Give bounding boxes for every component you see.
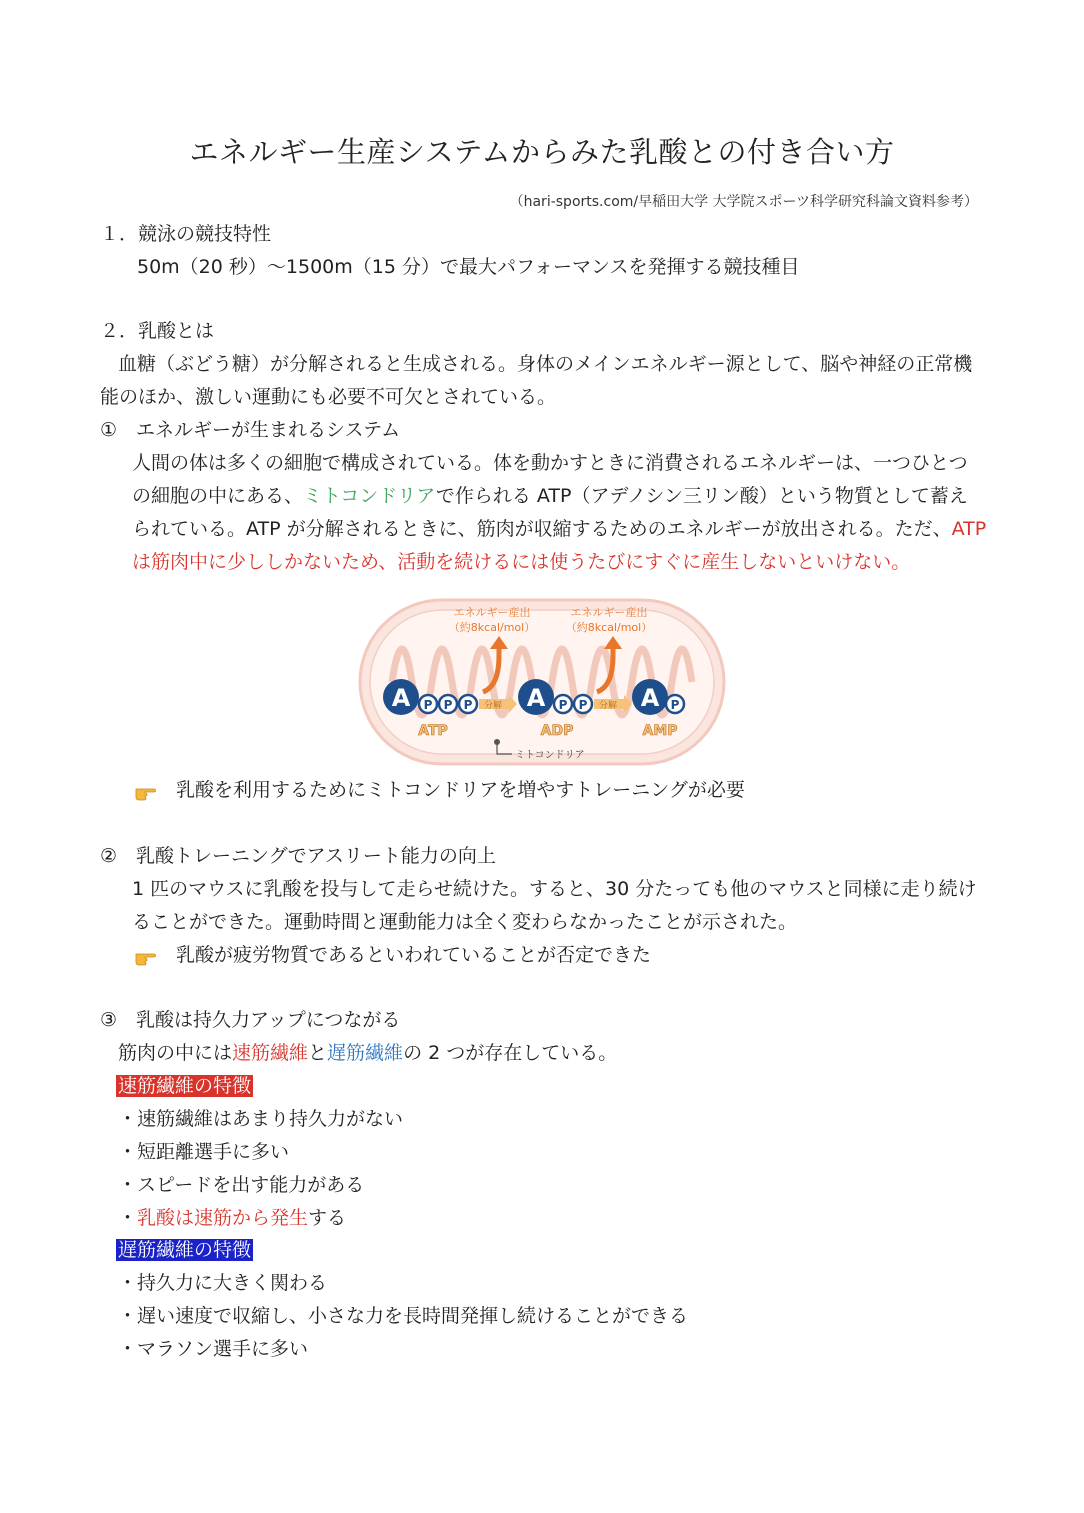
adenosine-letter: A [640, 684, 660, 712]
phosphate-letter: P [423, 698, 433, 712]
section-heading-2: ２．乳酸とは [100, 320, 215, 342]
line-text: と [308, 1042, 328, 1064]
section-2-intro-line-1: 血糖（ぶどう糖）が分解されると生成される。身体のメインエネルギー源として、脳や神経の正常機 [118, 353, 973, 375]
subsection-1-line-2 [132, 483, 968, 509]
adenosine-letter: A [526, 684, 546, 712]
phosphate-letter: P [670, 698, 680, 712]
subsection-1-line-3 [132, 516, 986, 542]
amp-label: AMP [642, 723, 678, 739]
fast-fiber-item [118, 1205, 346, 1231]
line-text: で作られる ATP（アデノシン三リン酸）という物質として蓄え [435, 485, 968, 507]
subsection-heading-1: ① エネルギーが生まれるシステム [100, 419, 401, 441]
slow-fiber-item: ・遅い速度で収縮し、小さな力を長時間発揮し続けることができる [118, 1305, 689, 1327]
slow-fiber-item: ・マラソン選手に多い [118, 1338, 309, 1360]
source-citation: （hari-sports.com/早稲田大学 大学院スポーツ科学研究科論文資料参考） [509, 194, 978, 210]
atp-highlight: ATP [951, 518, 987, 540]
subsection-2-line-2: ることができた。運動時間と運動能力は全く変わらなかったことが示された。 [132, 911, 798, 933]
subsection-heading-2: ② 乳酸トレーニングでアスリート能力の向上 [100, 845, 496, 867]
line-text: の細胞の中にある、 [132, 485, 304, 507]
pointing-hand-icon [134, 945, 156, 967]
split-label-1: 分解 [483, 701, 503, 711]
phosphate-letter: P [463, 698, 473, 712]
atp-label: ATP [418, 723, 448, 739]
phosphate-letter: P [578, 698, 588, 712]
note-1-text: 乳酸を利用するためにミトコンドリアを増やすトレーニングが必要 [176, 779, 745, 801]
line-text: られている。ATP が分解されるときに、筋肉が収縮するためのエネルギーが放出される。ただ、 [132, 518, 952, 540]
section-1-body: 50m（20 秒）～1500m（15 分）で最大パフォーマンスを発揮する競技種目 [137, 256, 800, 278]
subsection-heading-3: ③ 乳酸は持久力アップにつながる [100, 1009, 401, 1031]
subsection-2-line-1: 1 匹のマウスに乳酸を投与して走らせ続けた。すると、30 分たっても他のマウスと同様に走り続け [132, 878, 977, 900]
mitochondria-highlight: ミトコンドリア [303, 485, 436, 507]
energy-value-1: （約8kcal/mol） [448, 621, 536, 634]
slow-fiber-heading-label: 遅筋繊維の特徴 [118, 1239, 252, 1261]
split-label-2: 分解 [598, 701, 618, 711]
energy-label-2: エネルギー産出 [570, 606, 648, 619]
fast-fiber-heading-label: 速筋繊維の特徴 [118, 1075, 252, 1097]
subsection-3-intro [118, 1040, 617, 1066]
line-text: 筋肉の中には [118, 1042, 233, 1064]
fast-fiber-highlight: 速筋繊維 [232, 1042, 309, 1064]
fast-fiber-heading [116, 1073, 253, 1099]
fast-fiber-item: ・速筋繊維はあまり持久力がない [118, 1108, 404, 1130]
phosphate-letter: P [443, 698, 453, 712]
phosphate-letter: P [558, 698, 568, 712]
lactate-source-highlight: 乳酸は速筋から発生 [137, 1207, 309, 1229]
pointing-hand-icon [134, 780, 156, 802]
line-text: する [308, 1207, 347, 1229]
line-text: の 2 つが存在している。 [403, 1042, 618, 1064]
page-title: エネルギー生産システムからみた乳酸との付き合い方 [189, 135, 895, 169]
mitochondria-label: ミトコンドリア [515, 750, 585, 761]
slow-fiber-item: ・持久力に大きく関わる [118, 1272, 328, 1294]
energy-label-1: エネルギー産出 [453, 606, 531, 619]
note-2-text: 乳酸が疲労物質であるといわれていることが否定できた [176, 944, 652, 966]
section-heading-1: １．競泳の競技特性 [100, 223, 272, 245]
atp-diagram [357, 596, 727, 768]
slow-fiber-heading [116, 1237, 253, 1263]
subsection-1-line-1: 人間の体は多くの細胞で構成されている。体を動かすときに消費されるエネルギーは、一つひとつ [132, 452, 968, 474]
adp-label: ADP [540, 723, 574, 739]
fast-fiber-item: ・スピードを出す能力がある [118, 1174, 365, 1196]
section-2-intro-line-2: 能のほか、激しい運動にも必要不可欠とされている。 [100, 386, 557, 408]
adenosine-letter: A [391, 684, 411, 712]
energy-value-2: （約8kcal/mol） [565, 621, 653, 634]
fast-fiber-item: ・短距離選手に多い [118, 1141, 290, 1163]
subsection-1-line-4: は筋肉中に少ししかないため、活動を続けるには使うたびにすぐに産生しないといけない。 [132, 551, 911, 573]
bullet: ・ [118, 1207, 138, 1229]
slow-fiber-highlight: 遅筋繊維 [327, 1042, 404, 1064]
